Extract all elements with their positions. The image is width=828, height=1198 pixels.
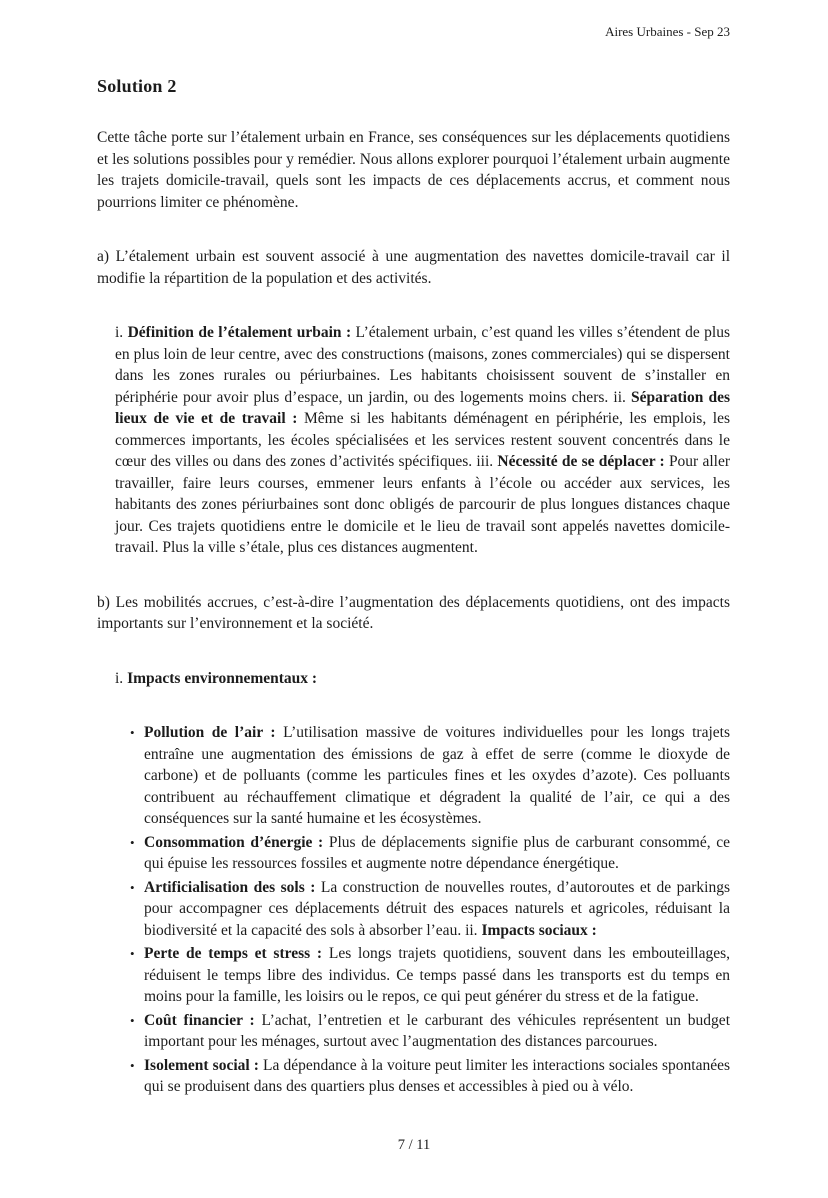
page-number: 7 / 11 (397, 1136, 431, 1153)
bullet-icon: • (130, 1012, 135, 1028)
bold-run: Perte de temps et stress : (144, 945, 323, 962)
bold-run: Consommation d’énergie : (144, 833, 324, 851)
paragraph (97, 592, 730, 635)
bold-run: Pollution de l’air : (144, 724, 276, 741)
text-run: a) L’étalement urbain est souvent associé à une augmentation des navettes domicile-travail car il modifie la répartition de la population et des activités. (97, 248, 730, 287)
text-run: Plus de déplacements signifie plus de carburant consommé, ce qui épuise les ressources fossiles et augmente notre dépendance énergétique. (144, 833, 730, 872)
list-item (130, 1010, 730, 1053)
paragraph (97, 127, 730, 213)
text-run: L’étalement urbain, c’est quand les villes s’étendent de plus en plus loin de leur centre, avec des constructions (maisons, zones commerciales) qui se dispersent dans les zones rurales ou périurbaines. Les habitants choisissent souvent de s’installer en périphérie pour avoir plus d’espace, un jardin, ou des logements moins chers. ii. (115, 324, 730, 406)
bold-run: Artificialisation des sols : (144, 878, 316, 896)
paragraph (115, 322, 730, 559)
text-run: La construction de nouvelles routes, d’autoroutes et de parkings pour accompagner ces déplacements détruit des espaces naturels et agricoles, réduisant la biodiversité et la capacité des sols à absorber l’eau. ii. (144, 878, 730, 939)
bold-run: Définition de l’étalement urbain : (127, 324, 352, 341)
page-footer (0, 1137, 828, 1154)
text-run: i. (115, 324, 128, 341)
text-run: b) Les mobilités accrues, c’est-à-dire l’augmentation des déplacements quotidiens, ont des impacts importants sur l’environnement et la société. (97, 593, 730, 632)
paragraph (97, 246, 730, 289)
bold-run: Impacts sociaux : (481, 921, 597, 939)
bold-run: Nécessité de se déplacer : (497, 453, 665, 470)
list-item (130, 943, 730, 1008)
bullet-icon: • (130, 946, 135, 961)
text-run: Même si les habitants déménagent en périphérie, les emplois, les commerces importants, les écoles spécialisées et les services restent souvent concentrés dans le cœur des villes ou dans des zones d’activités spécifiques. iii. (115, 410, 730, 470)
header-right-text: Aires Urbaines - Sep 23 (605, 24, 730, 39)
bullet-icon: • (130, 725, 135, 740)
bold-run: Isolement social : (144, 1056, 259, 1074)
document-title: Solution 2 (97, 76, 177, 96)
bullet-icon: • (130, 834, 135, 850)
page-header (97, 24, 730, 40)
text-run: L’achat, l’entretien et le carburant des véhicules représentent un budget important pour les ménages, surtout avec l’augmentation des distances parcourues. (144, 1011, 730, 1050)
text-run: i. (115, 669, 128, 687)
list-item (130, 1055, 730, 1098)
list-item (130, 877, 730, 942)
text-run: Pour aller travailler, faire leurs courses, emmener leurs enfants à l’école ou accéder aux services, les habitants des zones périurbaines sont donc obligés de parcourir de plus longues distances chaque jour. Ces trajets quotidiens entre le domicile et le lieu de travail sont appelés navettes domicile-travail. Plus la ville s’étale, plus ces distances augmentent. (115, 453, 730, 556)
bullet-list (115, 722, 730, 1098)
bold-run: Coût financier : (144, 1011, 255, 1029)
document-body (97, 127, 730, 1098)
bullet-icon: • (130, 1057, 135, 1073)
list-item (130, 832, 730, 875)
text-run: Cette tâche porte sur l’étalement urbain en France, ses conséquences sur les déplacements quotidiens et les solutions possibles pour y remédier. Nous allons explorer pourquoi l’étalement urbain augmente les trajets domicile-travail, quels sont les impacts de ces déplacements accrus, et comment nous pourrions limiter ce phénomène. (97, 129, 730, 211)
text-run: Les longs trajets quotidiens, souvent dans les embouteillages, réduisent le temps libre des individus. Ce temps passé dans les transports est du temps en moins pour la famille, les loisirs ou le repos, ce qui peut générer du stress et de la fatigue. (144, 945, 730, 1005)
list-item (130, 722, 730, 830)
bullet-icon: • (130, 879, 135, 895)
paragraph (115, 668, 730, 690)
text-run: La dépendance à la voiture peut limiter les interactions sociales spontanées qui se produisent dans des quartiers plus denses et accessibles à pied ou à vélo. (144, 1056, 730, 1095)
bold-run: Séparation des lieux de vie et de travail : (115, 388, 730, 427)
bold-run: Impacts environnementaux : (127, 669, 318, 687)
text-run: L’utilisation massive de voitures individuelles pour les longs trajets entraîne une augmentation des émissions de gaz à effet de serre (comme le dioxyde de carbone) et de polluants (comme les particules fines et les oxydes d’azote). Ces polluants contribuent au réchauffement climatique et dégradent la qualité de l’air, ce qui a des conséquences sur la santé humaine et les écosystèmes. (144, 724, 731, 827)
